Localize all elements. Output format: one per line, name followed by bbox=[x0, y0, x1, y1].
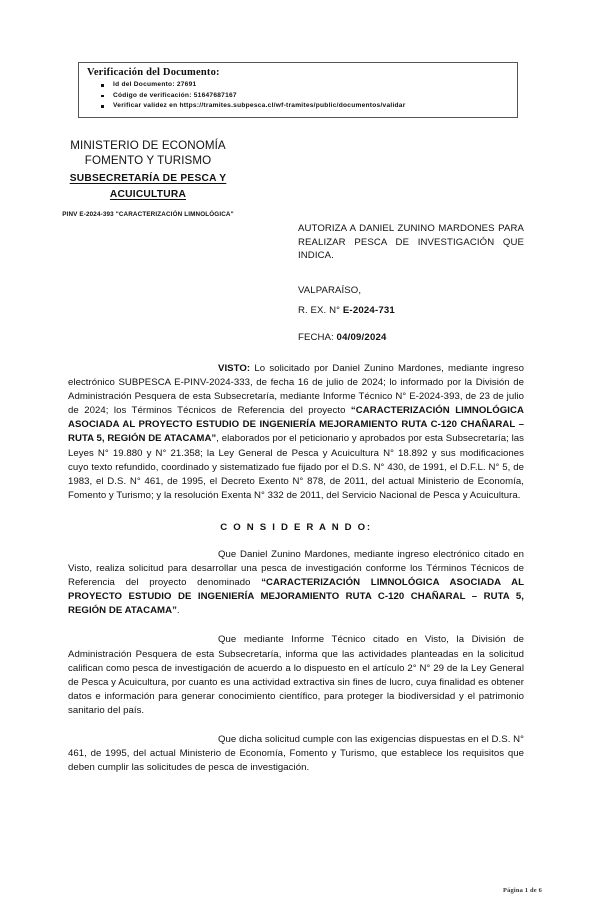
resolution-number-line bbox=[298, 305, 524, 316]
ministry-line-2: FOMENTO Y TURISMO bbox=[84, 154, 212, 168]
page-footer: Página 1 de 6 bbox=[503, 887, 542, 894]
visto-project-title: “CARACTERIZACIÓN LIMNOLÓGICA ASOCIADA AL PROYECTO ESTUDIO DE INGENIERÍA MEJORAMIENTO RUTA C-120 CHAÑARAL – RUTA 5, REGIÓN DE ATACAMA” bbox=[68, 405, 524, 445]
spacer bbox=[68, 718, 524, 733]
considerando-1-text-part-2: . bbox=[176, 605, 180, 617]
paragraph-considerando-1 bbox=[68, 548, 524, 618]
resolution-number-value: E-2024-731 bbox=[342, 304, 395, 316]
considerando-3-text: Que dicha solicitud cumple con las exigencias dispuestas en el D.S. N° 461, de 1995, del actual Ministerio de Economía, Fomento y Turismo, que establece los requisitos que deben cumplir las solicitudes de pesca de investigación. bbox=[68, 733, 524, 774]
list-item: Id del Documento: 27691 bbox=[87, 80, 511, 91]
resolution-header bbox=[298, 222, 524, 343]
date-value: 04/09/2024 bbox=[336, 331, 387, 343]
organization-header bbox=[22, 138, 274, 219]
subsecretariat-text-2: ACUICULTURA bbox=[109, 189, 187, 201]
resolution-subject: AUTORIZA A DANIEL ZUNINO MARDONES PARA REALIZAR PESCA DE INVESTIGACIÓN QUE INDICA. bbox=[298, 223, 524, 262]
date-label: FECHA: bbox=[298, 331, 337, 343]
spacer bbox=[68, 618, 524, 633]
subsecretariat-line-2 bbox=[22, 188, 274, 202]
place-line: VALPARAÍSO, bbox=[298, 284, 362, 296]
visto-text-part-2: , elaborados por el peticionario y aprobados por esta Subsecretaría; las Leyes N° 19.880 y N° 21.358; la Ley General de Pesca y Acuicultura N° 18.892 y sus modificaciones cuyo texto refundido, coordinado y sistematizado fue fijado por el D.S. N° 430, de 1991, el D.F.L. N° 5, de 1983, el D.S. N° 461, de 1995, el Decreto Exento N° 878, de 2011, del actual Ministerio de Economía, Fomento y Turismo; y la resolución Exenta N° 332 de 2011, del Servicio Nacional de Pesca y Acuicultura. bbox=[68, 433, 524, 501]
list-item: Código de verificación: 51647687167 bbox=[87, 91, 511, 102]
project-reference: PINV E-2024-393 "CARACTERIZACIÓN LIMNOLÓGICA" bbox=[62, 210, 234, 218]
verification-list bbox=[87, 80, 511, 112]
verification-title: Verificación del Documento: bbox=[87, 67, 220, 78]
document-body bbox=[68, 362, 524, 775]
ministry-line-1: MINISTERIO DE ECONOMÍA bbox=[70, 139, 226, 152]
spacer bbox=[68, 503, 524, 522]
date-line bbox=[298, 332, 524, 343]
subsecretariat-line-1 bbox=[22, 172, 274, 186]
considerando-1-text-part-1: Que Daniel Zunino Mardones, mediante ingreso electrónico citado en Visto, realiza solicitud para desarrollar una pesca de investigación conforme los Términos Técnicos de Referencia del proyecto denominado bbox=[68, 548, 524, 589]
paragraph-considerando-3 bbox=[68, 733, 524, 775]
considerando-2-text: Que mediante Informe Técnico citado en Visto, la División de Administración Pesquera de esta Subsecretaría, informa que las actividades planteadas en la solicitud califican como pesca de investigación de acuerdo a lo dispuesto en el artículo 2° N° 29 de la Ley General de Pesca y Acuicultura, por cuanto es una actividad extractiva sin fines de lucro, cuya finalidad es obtener datos e información para generar conocimiento científico, para proteger la biodiversidad y el patrimonio sanitario del país. bbox=[68, 634, 524, 716]
verification-box bbox=[78, 62, 518, 118]
paragraph-considerando-2 bbox=[68, 633, 524, 718]
visto-text-part-1: Lo solicitado por Daniel Zunino Mardones, mediante ingreso electrónico SUBPESCA E-PINV-2024-333, de fecha 16 de julio de 2024; lo informado por la División de Administración Pesquera de esta Subsecretaría, mediante Informe Técnico N° E-2024-393, de 23 de julio de 2024; los Términos Técnicos de Referencia del proyecto bbox=[68, 363, 524, 417]
paragraph-visto bbox=[68, 362, 524, 503]
visto-label: VISTO: bbox=[218, 363, 251, 374]
list-item: Verificar validez en https://tramites.subpesca.cl/wf-tramites/public/documentos/validar bbox=[87, 101, 511, 112]
subsecretariat-text-1: SUBSECRETARÍA DE PESCA Y bbox=[69, 172, 227, 184]
resolution-number-label: R. EX. N° bbox=[298, 304, 343, 316]
considerando-1-project-title: “CARACTERIZACIÓN LIMNOLÓGICA ASOCIADA AL PROYECTO ESTUDIO DE INGENIERÍA MEJORAMIENTO RUTA C-120 CHAÑARAL – RUTA 5, REGIÓN DE ATACAMA” bbox=[68, 577, 524, 617]
spacer bbox=[68, 533, 524, 548]
considerando-heading: C O N S I D E R A N D O: bbox=[220, 521, 372, 533]
